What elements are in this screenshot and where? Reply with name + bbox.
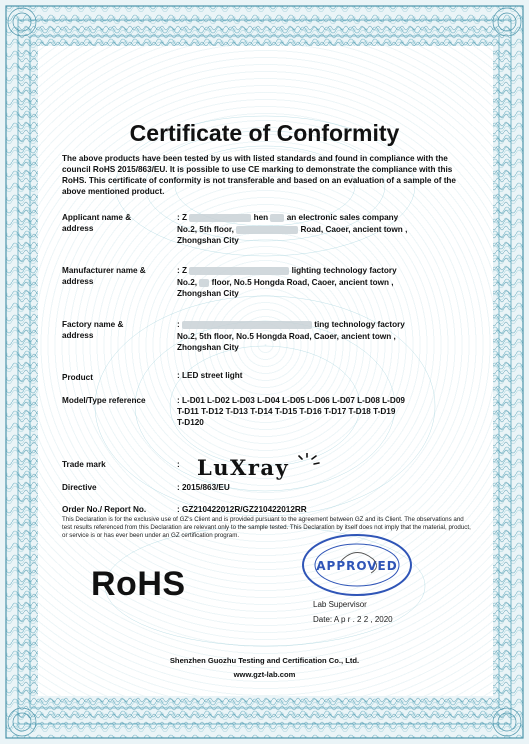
applicant-address-1 — [177, 224, 475, 235]
redaction-blur — [182, 321, 312, 329]
declaration-notice: This Declaration is for the exclusive use of GZ's Client and is provided pursuant to the agreement between GZ and its Client. The observations and test results referenced from this Declaration are relevant only to the sample tested. This Declaration by itself does not imply that the material, product, or service is or has ever been under an GZ certification program. — [62, 516, 471, 539]
applicant-name-suffix: an electronic sales company — [286, 213, 399, 222]
rohs-mark: RoHS — [91, 565, 186, 603]
manufacturer-address-2: Zhongshan City — [177, 289, 239, 298]
redaction-blur — [270, 214, 284, 222]
applicant-name-mid: hen — [253, 213, 269, 222]
redaction-blur — [236, 226, 298, 234]
factory-label-1: Factory name & — [62, 320, 124, 329]
applicant-address-2: Zhongshan City — [177, 236, 239, 245]
applicant-address-suffix: Road, Caoer, ancient town , — [300, 225, 408, 234]
product-label: Product — [62, 373, 93, 382]
redaction-blur — [189, 267, 289, 275]
applicant-address-prefix: No.2, 5th floor, — [177, 225, 234, 234]
certificate-title: Certificate of Conformity — [129, 120, 400, 146]
applicant-label-1: Applicant name & — [62, 213, 132, 222]
factory-name-suffix: ting technology factory — [314, 320, 405, 329]
luxray-logo — [195, 453, 321, 481]
stamp-text: APPROVED — [316, 559, 398, 573]
intro-paragraph: The above products have been tested by us with listed standards and found in compliance with the council RoHS 2015/863/EU. It is possible to use CE marking to demonstrate the compliance with this RoHS. This certificate of conformity is not transferable and based on an evaluation of a sample of the above mentioned product. — [62, 154, 456, 196]
order-label: Order No./ Report No. — [62, 505, 147, 514]
directive-label: Directive — [62, 483, 97, 492]
lab-supervisor: Lab Supervisor — [313, 600, 367, 609]
factory-name-prefix: : — [177, 320, 180, 329]
manufacturer-label-2: address — [62, 277, 94, 286]
manufacturer-name-suffix: lighting technology factory — [291, 266, 397, 275]
model-label: Model/Type reference — [62, 396, 146, 405]
manufacturer-name-prefix: : Z — [177, 266, 188, 275]
issuer-website: www.gzt-lab.com — [233, 670, 296, 679]
trademark-colon: : — [177, 460, 180, 469]
issue-date: Date: A p r . 2 2 , 2020 — [313, 615, 393, 624]
factory-name — [177, 319, 475, 330]
luxray-logo-text: LuXray — [197, 455, 290, 480]
issuer-company: Shenzhen Guozhu Testing and Certification Co., Ltd. — [169, 656, 360, 665]
trademark-label: Trade mark — [62, 460, 106, 469]
applicant-name-prefix: : Z — [177, 213, 188, 222]
model-line-1: : L-D01 L-D02 L-D03 L-D04 L-D05 L-D06 L-D07 L-D08 L-D09 — [177, 396, 405, 405]
manufacturer-address-1 — [177, 277, 475, 288]
factory-address-1: No.2, 5th floor, No.5 Hongda Road, Caoer, ancient town , — [177, 332, 396, 341]
manufacturer-name — [177, 265, 475, 276]
model-line-2: T-D11 T-D12 T-D13 T-D14 T-D15 T-D16 T-D17 T-D18 T-D19 — [177, 407, 396, 416]
manufacturer-address-suffix: floor, No.5 Hongda Road, Caoer, ancient town , — [211, 278, 394, 287]
manufacturer-address-prefix: No.2, — [177, 278, 198, 287]
redaction-blur — [199, 279, 209, 287]
product-value: : LED street light — [177, 371, 243, 380]
applicant-label-2: address — [62, 224, 94, 233]
factory-label-2: address — [62, 331, 94, 340]
factory-address-2: Zhongshan City — [177, 343, 239, 352]
applicant-name — [177, 212, 475, 223]
redaction-blur — [189, 214, 251, 222]
manufacturer-label-1: Manufacturer name & — [62, 266, 146, 275]
model-line-3: T-D120 — [177, 418, 204, 427]
approved-stamp — [301, 533, 413, 597]
order-value: : GZ210422012R/GZ210422012RR — [177, 505, 307, 514]
directive-value: : 2015/863/EU — [177, 483, 230, 492]
